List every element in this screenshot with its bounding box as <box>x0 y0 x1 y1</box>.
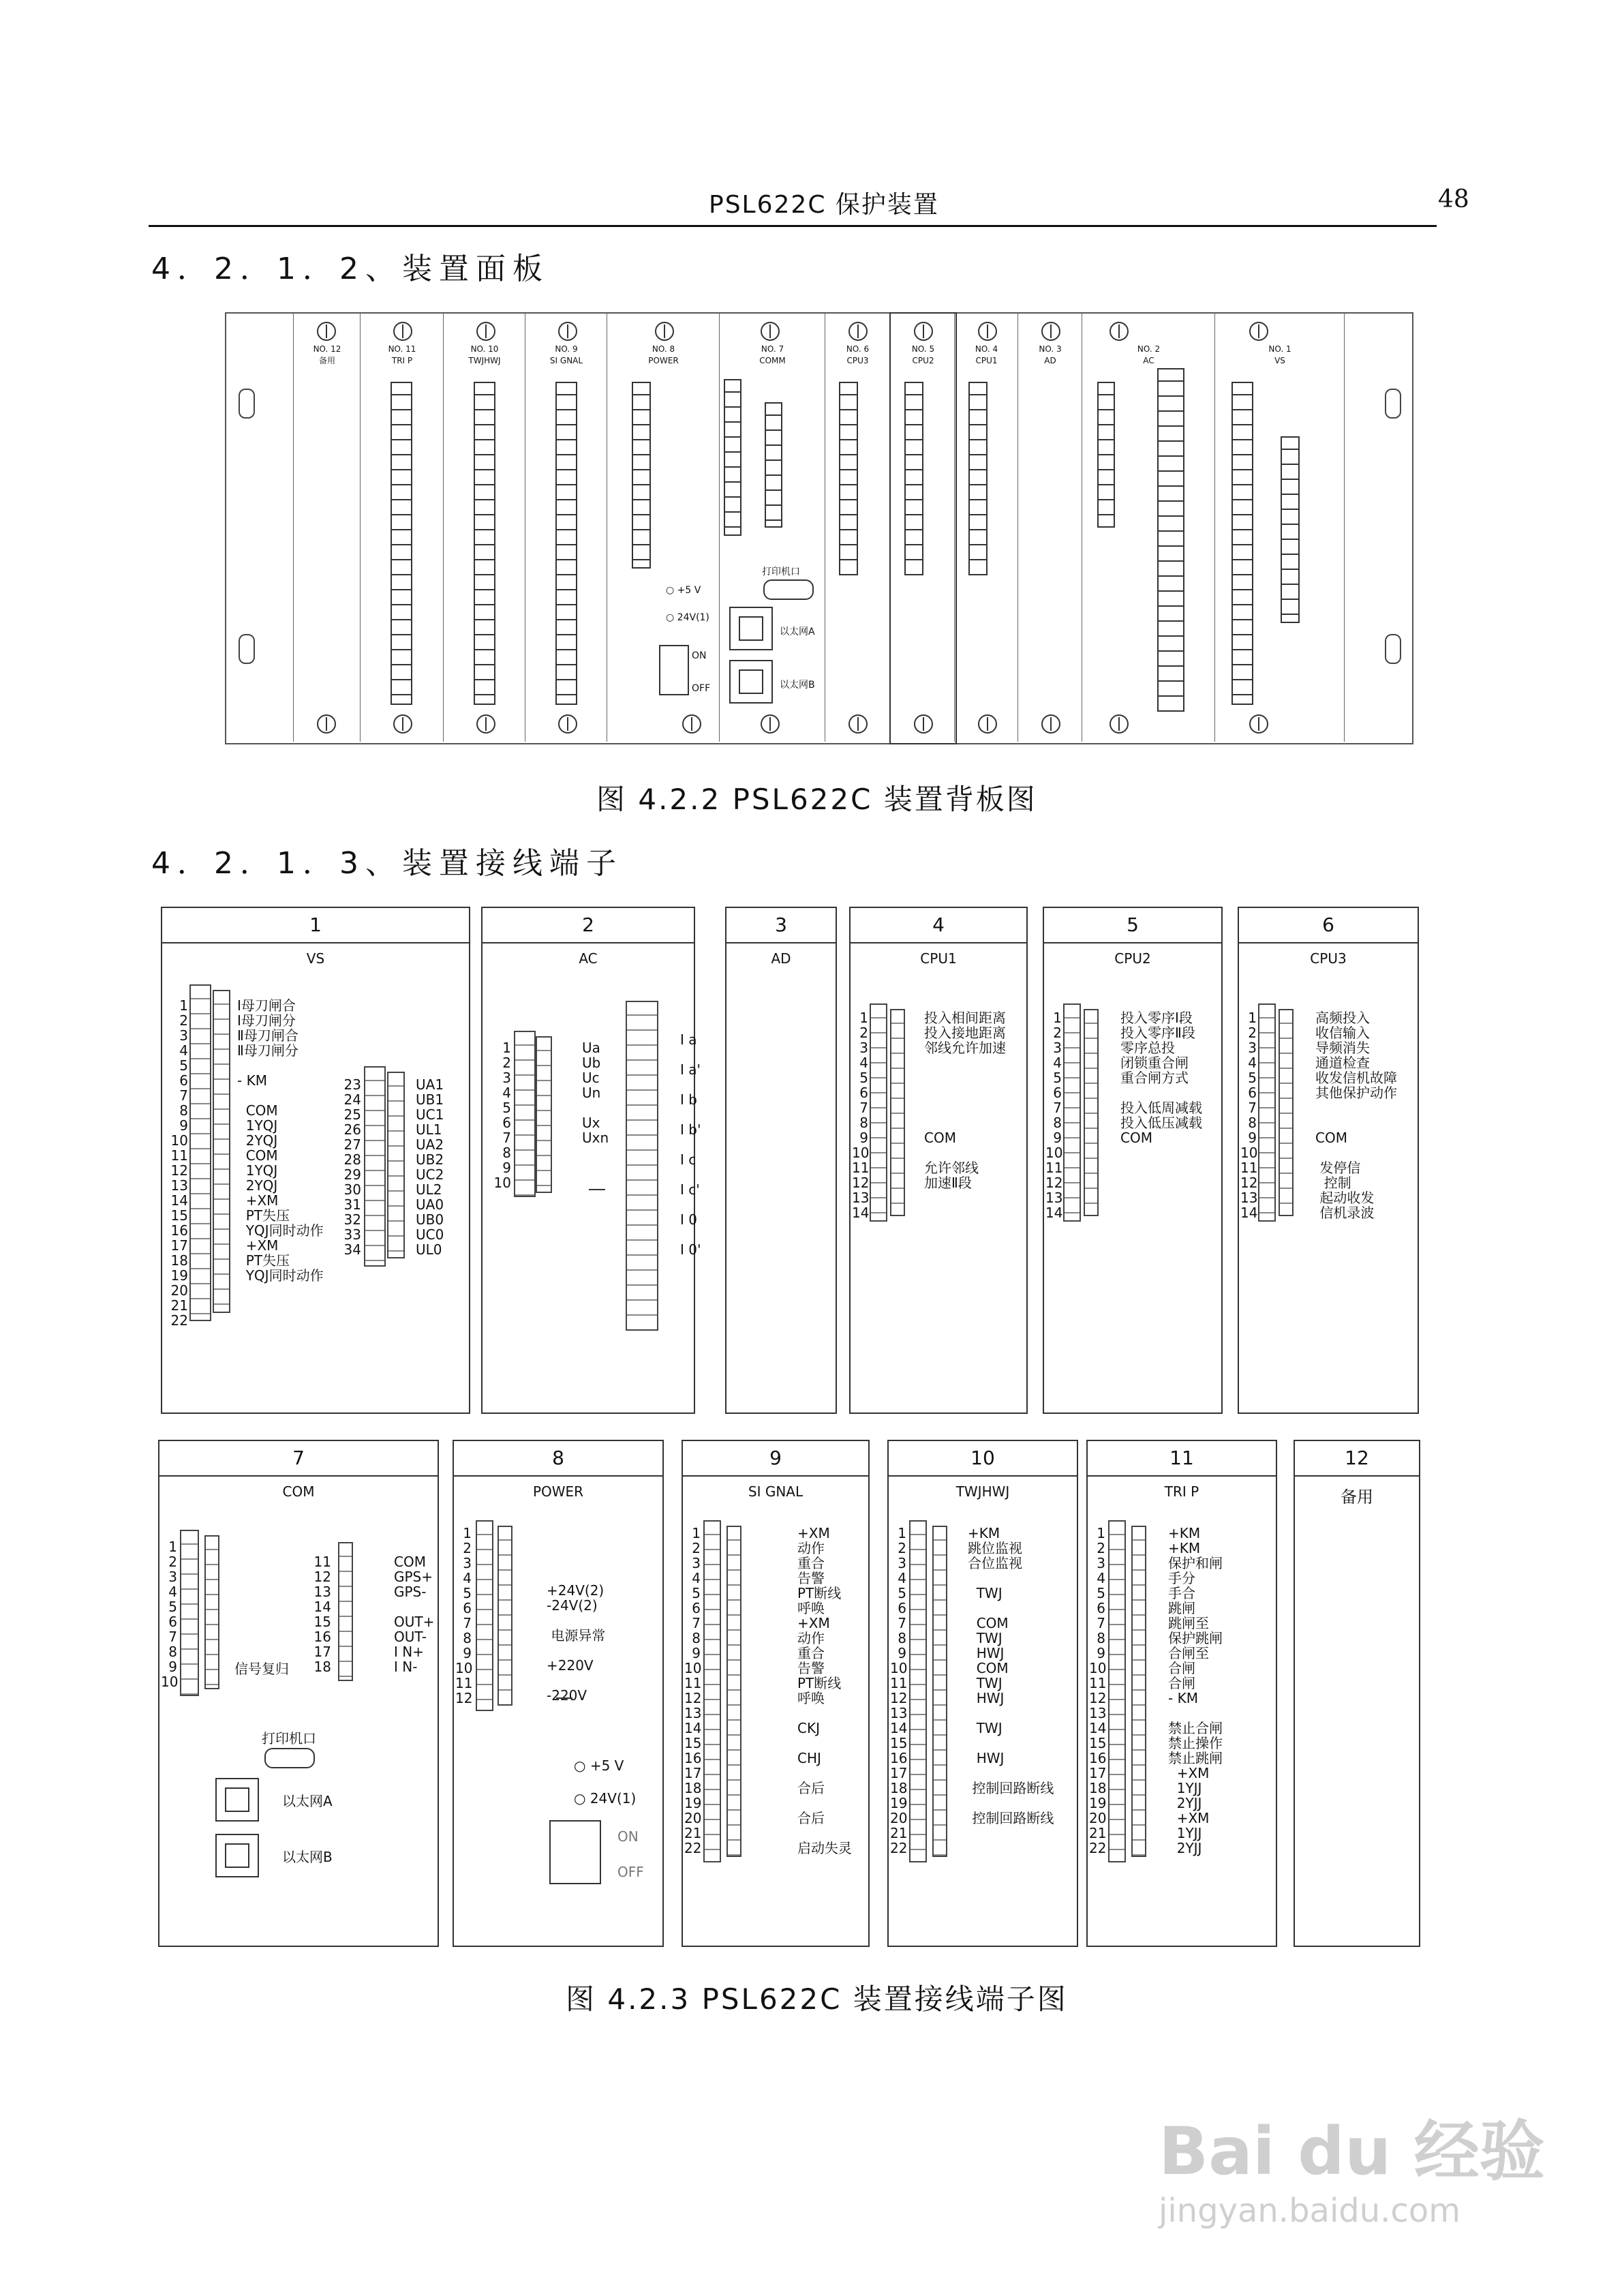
figure-caption-backplate: 图 4.2.2 PSL622C 装置背板图 <box>596 783 1037 816</box>
page-number: 48 <box>1438 185 1469 213</box>
slot-4: NO. 4 CPU1 <box>954 314 1018 742</box>
section-title-panel: 4．2．1．2、装置面板 <box>151 252 549 286</box>
terminal-panel-trip: 11 TRI P 1 2 3 4 5 6 7 8 9 10 11 12 13 14 15 16 17 18 19 20 21 22 +KM +KM 保护和闸 手分 手合 跳闸 跳闸至 保护跳闸 合闸至 合闸 合闸 - KM 禁止合闸 禁止操作 禁止跳闸 +XM 1YJJ 2YJJ +XM 1YJJ 2YJJ <box>1086 1440 1277 1947</box>
terminal-panel-ad: 3 AD <box>725 907 837 1414</box>
slot-6: NO. 6 CPU3 <box>825 314 890 742</box>
terminal-panel-com: 7 COM 1 2 3 4 5 6 7 8 9 10 信号复归 11 12 13 14 15 16 17 18 COM GPS+ GPS- OUT+ OUT- I N+ I N- 打印机口 以太网A 以太网B <box>158 1440 439 1947</box>
panel-number: 1 <box>162 908 469 943</box>
slot-5: NO. 5 CPU2 <box>889 312 957 744</box>
watermark-logo: Bai du 经验 <box>1159 2113 1545 2190</box>
terminal-panel-vs: 1 VS 1 2 3 4 5 6 7 8 9 10 11 12 13 14 15 16 17 18 19 20 21 22 Ⅰ母刀闸合 Ⅰ母刀闸分 Ⅱ母刀闸合 Ⅱ母刀闸分 - KM COM 1YQJ 2YQJ COM 1YQJ 2YQJ +XM PT失压 YQJ同时动作 +XM PT失压 YQJ同时动作 23 24 25 26 27 28 29 30 31 32 33 34 UA1 UB1 UC1 UL1 UA2 UB2 UC2 UL2 UA0 UB0 UC0 UL0 <box>161 907 470 1414</box>
mount-hole <box>1385 389 1401 419</box>
terminal-panel-cpu1: 4 CPU1 1 2 3 4 5 6 7 8 9 10 11 12 13 14 投入相间距离 投入接地距离 邻线允许加速 COM 允许邻线 加速Ⅱ段 <box>849 907 1028 1414</box>
terminal-panel-twjhwj: 10 TWJHWJ 1 2 3 4 5 6 7 8 9 10 11 12 13 14 15 16 17 18 19 20 21 22 +KM 跳位监视 合位监视 TWJ COM TWJ HWJ COM TWJ HWJ TWJ HWJ 控制回路断线 控制回路断线 <box>887 1440 1078 1947</box>
header-rule <box>149 225 1437 227</box>
slot-8: NO. 8 POWER ○ +5 V ○ 24V(1) ON OFF <box>607 314 720 742</box>
terminal-panel-signal: 9 SI GNAL 1 2 3 4 5 6 7 8 9 10 11 12 13 14 15 16 17 18 19 20 21 22 +XM 动作 重合 告警 PT断线 呼唤 +XM 动作 重合 告警 PT断线 呼唤 CKJ CHJ 合后 合后 启动失灵 <box>682 1440 870 1947</box>
slot-10: NO. 10 TWJHWJ <box>443 314 525 742</box>
section-title-terminals: 4．2．1．3、装置接线端子 <box>151 846 623 881</box>
terminal-panel-ac: 2 AC 1 2 3 4 5 6 7 8 9 10 Ua Ub Uc Un Ux Uxn I a I a' I b I b' I c I c' I 0 I 0' <box>481 907 695 1414</box>
slot-12: NO. 12 备用 <box>293 314 361 742</box>
slot-2: NO. 2 AC <box>1082 314 1215 742</box>
terminal-panel-power: 8 POWER 1 2 3 4 5 6 7 8 9 10 11 12 +24V(2) -24V(2) 电源异常 +220V -220V ○ +5 V ○ 24V(1) ON OFF <box>453 1440 664 1947</box>
header-title: PSL622C 保护装置 <box>709 191 939 219</box>
mount-hole <box>239 634 255 664</box>
terminal-panel-spare: 12 备用 <box>1294 1440 1420 1947</box>
figure-caption-terminals: 图 4.2.3 PSL622C 装置接线端子图 <box>566 1982 1068 2016</box>
terminal-panel-cpu3: 6 CPU3 1 2 3 4 5 6 7 8 9 10 11 12 13 14 高频投入 收信输入 导频消失 通道检查 收发信机故障 其他保护动作 COM 发停信 控制 起动收发 信机录波 <box>1238 907 1419 1414</box>
mount-hole <box>239 389 255 419</box>
slot-9: NO. 9 SI GNAL <box>525 314 607 742</box>
terminal-panel-cpu2: 5 CPU2 1 2 3 4 5 6 7 8 9 10 11 12 13 14 投入零序Ⅰ段 投入零序Ⅱ段 零序总投 闭锁重合闸 重合闸方式 投入低周减载 投入低压减载 COM <box>1043 907 1223 1414</box>
slot-7: NO. 7 COMM 打印机口 以太网A 以太网B <box>719 314 825 742</box>
slot-1: NO. 1 VS <box>1214 314 1345 742</box>
panel-name: VS <box>306 950 325 967</box>
back-plate-figure <box>225 312 1413 744</box>
watermark-url: jingyan.baidu.com <box>1159 2192 1460 2230</box>
slot-divider <box>1344 314 1345 742</box>
slot-11: NO. 11 TRI P <box>360 314 444 742</box>
slot-3: NO. 3 AD <box>1017 314 1082 742</box>
mount-hole <box>1385 634 1401 664</box>
